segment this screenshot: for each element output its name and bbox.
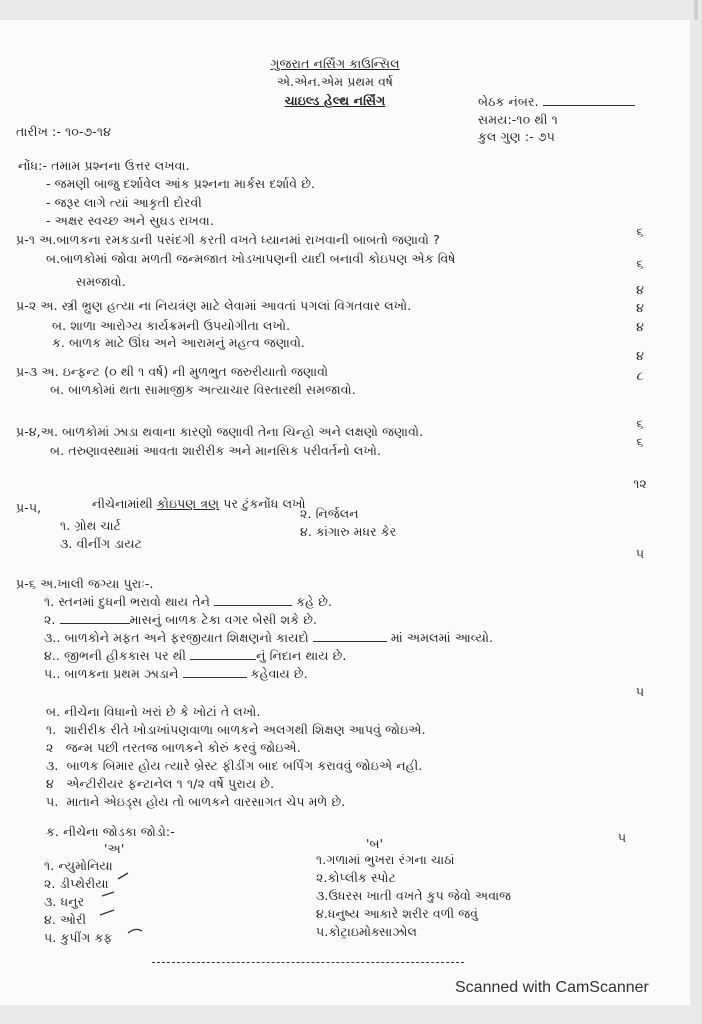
scanner-watermark: Scanned with CamScanner (455, 979, 649, 996)
end-divider (152, 962, 464, 963)
q3-b-marks: ૮ (636, 368, 644, 383)
q6-c-title: ક. નીચેના જોડકા જોડો:- (46, 824, 175, 839)
q4-b: બ. તરુણાવસ્થામાં આવતા શારીરીક અને માનસિક પરીવર્તનો લખો. (50, 443, 382, 458)
true-false-item: ૫. માતાને એઇડ્સ હોય તો બાળકને વારસાગત ચેપ મળે છે. (46, 794, 346, 809)
true-false-item: ૧. શારીરીક રીતે ખોડાખાંપણવાળા બાળકને અલગથી શિક્ષણ આપવું જોઇએ. (46, 722, 426, 737)
true-false-item: ૩. બાળક બિમાર હોય ત્યારે બ્રેસ્ટ ફીડીંગ બાદ બર્પિંગ કરાવવું જોઇએ નહી. (46, 758, 423, 773)
q4-a-marks: ૬ (636, 416, 644, 431)
pen-mark (128, 929, 142, 933)
match-b-item: ૩.ઉધરસ ખાતી વખતે કુપ જેવો અવાજ (316, 888, 512, 903)
true-false-item: ૨ જન્મ પછી તરતજ બાળકને કોરું કરવું જોઇએ. (46, 740, 301, 755)
q1-a-marks: ૬ (636, 224, 644, 239)
q1-a: પ્ર-૧ અ.બાળકના રમકડાની પસંદગી કરતી વખતે ધ્યાનમાં રાખવાની બાબતો જણાવો ? (16, 232, 440, 247)
course-title: એ.એન.એમ પ્રથમ વર્ષ (276, 74, 394, 89)
q5-item: ૪. કાંગારુ મધર કેર (300, 524, 397, 539)
q6-b-marks: ૫ (635, 684, 645, 699)
subject-title: ચાઇલ્ડ હેલ્થ નર્સિંગ (284, 93, 386, 108)
q5-label: પ્ર-૫, (16, 500, 42, 515)
q6-a-marks: ૫ (635, 546, 645, 561)
match-b-item: ૫.કોટ્રાઇમોક્સાઝોલ (316, 924, 418, 939)
match-b-item: ૧.ગળામાં ભુખરા રંગના ચાઠાં (316, 852, 455, 867)
q5-marks: ૧૨ (633, 476, 647, 491)
q4-a: પ્ર-૪,અ. બાળકોમાં ઝાડા થવાના કારણો જણાવી તેના ચિન્હો અને લક્ષણો જણાવો. (16, 424, 424, 439)
fill-blank-item: ૧. સ્તનમાં દુધની ભરાવો થાય તેને કહે છે. (44, 594, 333, 609)
total-marks: કુલ ગુણ :- ૭૫ (478, 129, 555, 144)
pen-mark (118, 873, 128, 879)
q1-b-cont: સમજાવો. (76, 274, 126, 289)
match-a-item: ૩. ધનુર (44, 894, 85, 909)
match-a-item: ૨. ડીપ્થેરીયા (44, 876, 109, 891)
instruction-item: - અક્ષર સ્વચ્છ અને સુઘડ રાખવા. (46, 213, 214, 228)
match-a-item: ૧. ન્યુમોનિયા (44, 858, 113, 873)
q4-b-marks: ૬ (636, 434, 644, 449)
pen-mark (102, 892, 114, 896)
q2-b: બ. શાળા આરોગ્ય કાર્યક્રમની ઉપયોગીતા લખો. (52, 318, 291, 333)
q2-c-marks: ૪ (636, 319, 644, 334)
instruction-item: - જરૂર લાગે ત્યાં આકૃતી દોરવી (46, 195, 202, 210)
fill-blank-item: ૫.. બાળકના પ્રથમ ઝાડાને કહેવાય છે. (44, 666, 308, 681)
council-title: ગુજરાત નર્સિંગ કાઉન્સિલ (270, 56, 400, 71)
q6-b-title: બ. નીચેના વિધાનો ખરાં છે કે ખોટાં તે લખો. (46, 704, 261, 719)
q2-a: પ્ર-૨ અ. સ્ત્રી ભ્રુણ હત્યા ના નિયત્રંણ માટે લેવામાં આવતાં પગલાં વિગતવાર લખો. (16, 298, 412, 313)
q5-lead: નીચેનામાંથી કોઇપણ ત્રણ પર ટુંકનોંધ લખો (92, 496, 306, 511)
q3-a: પ્ર-૩ અ. ઇન્ફન્ટ (૦ થી ૧ વર્ષ) ની મુળભુત જરુરીયાતો જણાવો (16, 364, 329, 379)
q5-item: ૩. વીનીંગ ડાયટ (60, 536, 143, 551)
instructions-lead: નોંધ:- તમામ પ્રશ્નના ઉત્તર લખવા. (18, 158, 190, 173)
q3-a-marks: ૪ (636, 348, 644, 363)
q3-b: બ. બાળકોમાં થતા સામાજીક અત્યાચાર વિસ્તારથી સમજાવો. (50, 382, 356, 397)
column-b-header: 'બ' (366, 836, 384, 851)
fill-blank-item: ૨. માસનું બાળક ટેકા વગર બેસી શકે છે. (44, 612, 318, 627)
q1-b-marks: ૬ (636, 256, 644, 271)
q1-b: બ.બાળકોમાં જોવા મળતી જન્મજાત ખોડખાપણની યાદી બનાવી કોઇપણ એક વિષે (46, 251, 456, 266)
instruction-item: - જમણી બાજુ દર્શાવેલ આંક પ્રશ્નના માર્કસ દર્શાવે છે. (46, 176, 316, 191)
match-b-item: ૨.કોપ્લીક સ્પોટ (316, 870, 396, 885)
exam-date: તારીખ :- ૧૦-૭-૧૪ (16, 124, 111, 139)
q6-c-marks: ૫ (617, 830, 627, 845)
q2-c: ક. બાળક માટે ઊંઘ અને આરામનું મહત્વ જણાવો. (52, 335, 305, 350)
exam-time: સમય:-૧૦ થી ૧ (478, 112, 558, 127)
q5-item: ૨. નિર્જલન (300, 506, 359, 521)
match-a-item: ૪. ઓરી (44, 912, 87, 927)
seat-number-label: બેઠક નંબર. (478, 94, 635, 110)
match-a-item: ૫. કુપીંગ કફ (44, 930, 113, 945)
pen-mark (100, 910, 114, 915)
true-false-item: ૪ એન્ટીરીયર ફન્ટાનેલ ૧ ૧/૨ વર્ષે પુરાય છે. (46, 776, 275, 791)
q5-item: ૧. ગ્રોથ ચાર્ટ (60, 518, 122, 533)
fill-blank-item: ૪.. જીભની હીકકાસ પર થી નું નિદાન થાય છે. (44, 648, 347, 663)
q2-a-marks: ૪ (636, 282, 644, 297)
q2-b-marks: ૪ (636, 300, 644, 315)
fill-blank-item: ૩.. બાળકોને મફત અને ફરજીયાત શિક્ષણનો કાયદો માં અમલમાં આવ્યો. (44, 630, 494, 645)
match-b-item: ૪.ધનુષ્ય આકારે શરીર વળી જવું (316, 906, 479, 921)
q6-a-title: પ્ર-૬ અ.ખાલી જગ્યા પુરાઃ-. (16, 576, 154, 591)
column-a-header: 'અ' (104, 841, 125, 856)
